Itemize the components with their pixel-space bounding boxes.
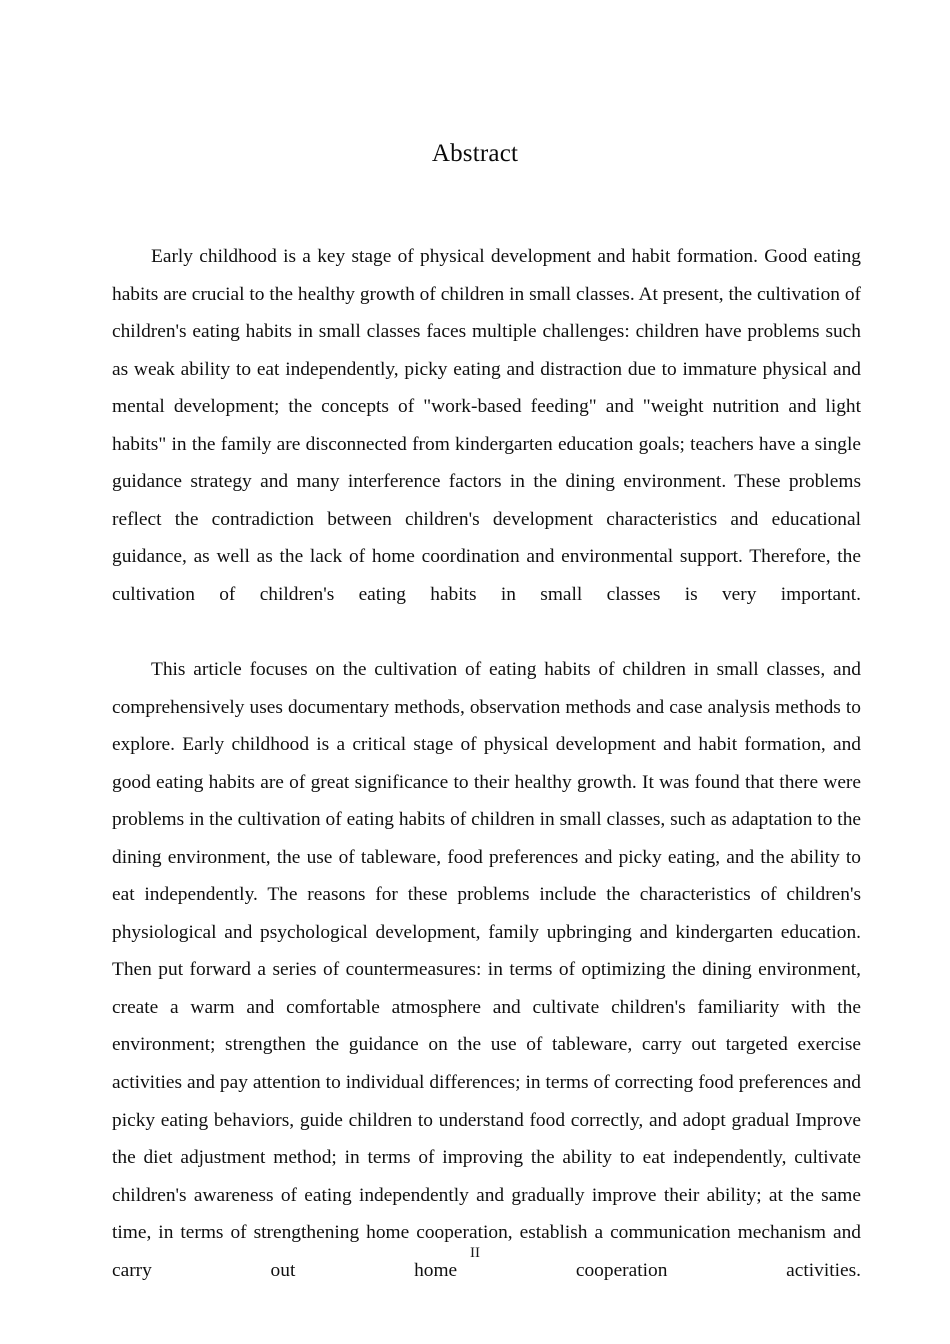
abstract-body	[112, 238, 861, 1327]
page-title: Abstract	[431, 139, 519, 167]
abstract-paragraph-2: This article focuses on the cultivation of eating habits of children in small classes, and comprehensively uses documentary methods, observation methods and case analysis methods to explore. Early childhood is a critical stage of physical development and habit formation, and good eating habits are of great significance to their healthy growth. It was found that there were problems in the cultivation of eating habits of children in small classes, such as adaptation to the dining environment, the use of tableware, food preferences and picky eating, and the ability to eat independently. The reasons for these problems include the characteristics of children's physiological and psychological development, family upbringing and kindergarten education. Then put forward a series of countermeasures: in terms of optimizing the dining environment, create a warm and comfortable atmosphere and cultivate children's familiarity with the environment; strengthen the guidance on the use of tableware, carry out targeted exercise activities and pay attention to individual differences; in terms of correcting food preferences and picky eating behaviors, guide children to understand food correctly, and adopt gradual Improve the diet adjustment method; in terms of improving the ability to eat independently, cultivate children's awareness of eating independently and gradually improve their ability; at the same time, in terms of strengthening home cooperation, establish a communication mechanism and carry out home cooperation activities.	[112, 659, 861, 1281]
page-number: II	[470, 1245, 480, 1261]
abstract-paragraph-1: Early childhood is a key stage of physical development and habit formation. Good eating habits are crucial to the healthy growth of children in small classes. At present, the cultivation of children's eating habits in small classes faces multiple challenges: children have problems such as weak ability to eat independently, picky eating and distraction due to immature physical and mental development; the concepts of "work-based feeding" and "weight nutrition and light habits" in the family are disconnected from kindergarten education goals; teachers have a single guidance strategy and many interference factors in the dining environment. These problems reflect the contradiction between children's development characteristics and educational guidance, as well as the lack of home coordination and environmental support. Therefore, the cultivation of children's eating habits in small classes is very important.	[112, 246, 861, 605]
